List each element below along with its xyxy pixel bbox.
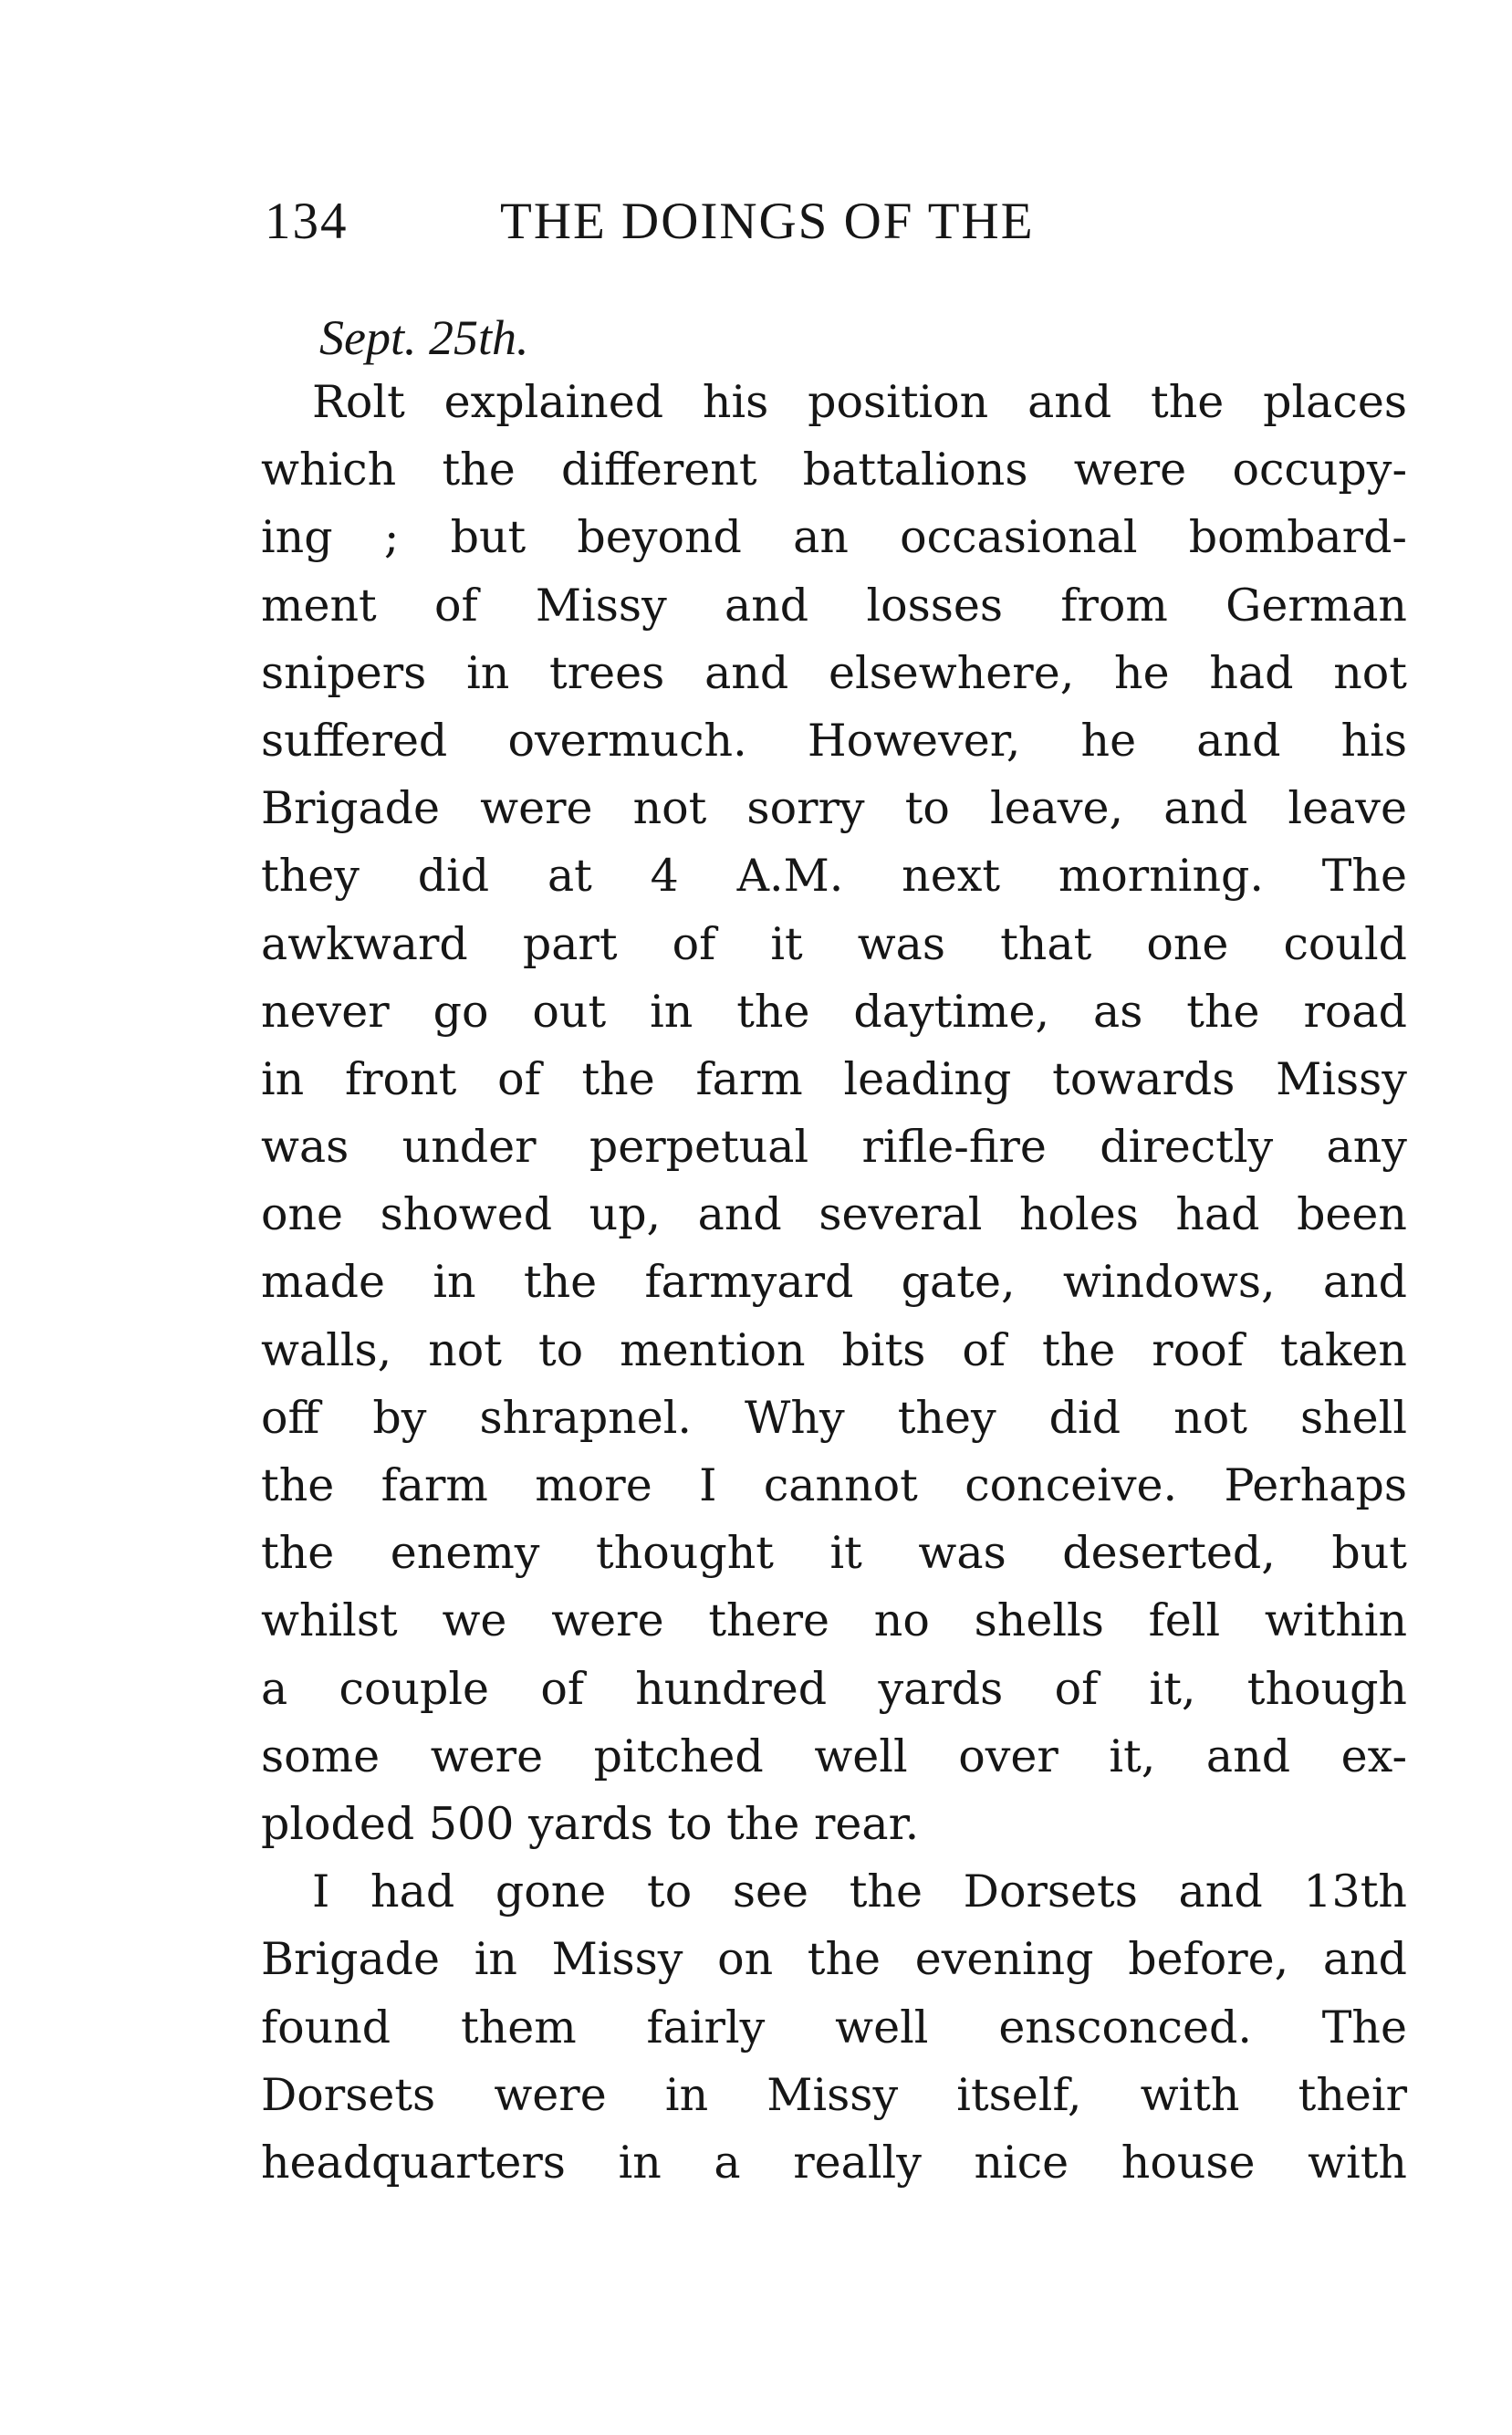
text-line: off by shrapnel. Why they did not shell (261, 1391, 1407, 1444)
text-line: I had gone to see the Dorsets and 13th (312, 1865, 1407, 1918)
text-line: a couple of hundred yards of it, though (261, 1662, 1407, 1715)
text-line: which the different battalions were occupy- (261, 444, 1407, 496)
text-line: Brigade were not sorry to leave, and leave (261, 782, 1407, 835)
text-line: found them fairly well ensconced. The (261, 2001, 1407, 2054)
body-text (261, 369, 1407, 2197)
page-number: 134 (265, 193, 349, 250)
text-line: the farm more I cannot conceive. Perhaps (261, 1459, 1407, 1511)
text-line: ment of Missy and losses from German (261, 579, 1407, 632)
text-line: ing ; but beyond an occasional bombard- (261, 511, 1407, 564)
text-line: in front of the farm leading towards Missy (261, 1052, 1407, 1105)
paragraph-2 (261, 1858, 1407, 2197)
text-line: was under perpetual rifle-fire directly any (261, 1121, 1407, 1174)
text-line: awkward part of it was that one could (261, 917, 1407, 970)
running-head (265, 190, 1250, 254)
text-line: ploded 500 yards to the rear. (261, 1797, 920, 1850)
text-line: never go out in the daytime, as the road (261, 985, 1407, 1038)
text-line: some were pitched well over it, and ex- (261, 1730, 1407, 1782)
running-title: THE DOINGS OF THE (500, 193, 1035, 250)
text-line: Brigade in Missy on the evening before, and (261, 1933, 1407, 1986)
text-line: Rolt explained his position and the places (312, 376, 1407, 428)
text-line: walls, not to mention bits of the roof taken (261, 1323, 1407, 1376)
text-line: they did at 4 A.M. next morning. The (261, 850, 1407, 903)
text-line: one showed up, and several holes had been (261, 1188, 1407, 1241)
paragraph-1 (261, 369, 1407, 1858)
text-line: Dorsets were in Missy itself, with their (261, 2068, 1407, 2121)
text-line: headquarters in a really nice house with (261, 2136, 1407, 2189)
text-line: whilst we were there no shells fell within (261, 1594, 1407, 1647)
text-line: snipers in trees and elsewhere, he had not (261, 646, 1407, 699)
text-line: the enemy thought it was deserted, but (261, 1527, 1407, 1580)
text-line: made in the farmyard gate, windows, and (261, 1256, 1407, 1309)
text-line: suffered overmuch. However, he and his (261, 714, 1407, 767)
dateline: Sept. 25th. (319, 310, 529, 365)
